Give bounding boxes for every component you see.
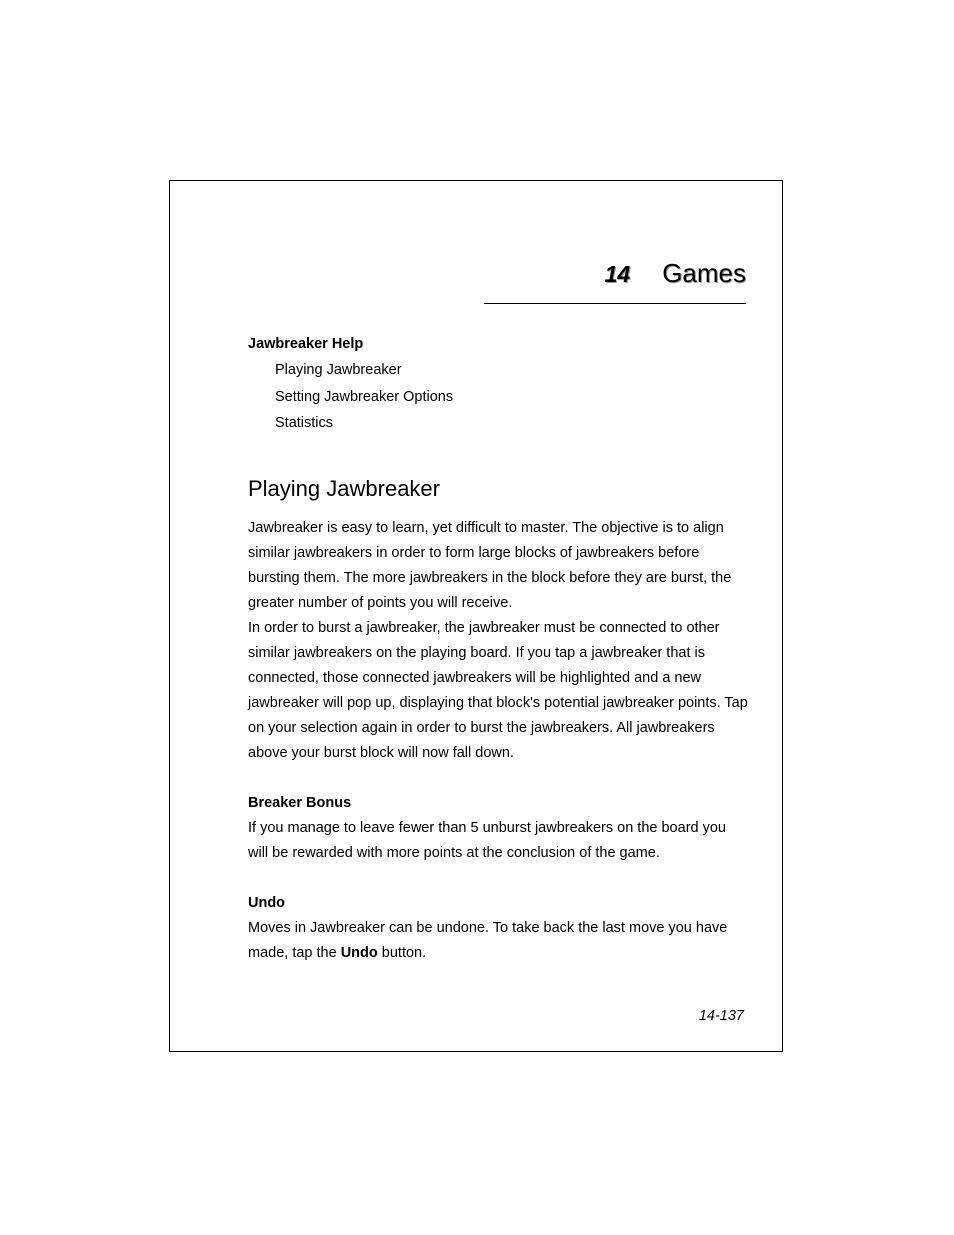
chapter-number: 14 (604, 261, 631, 287)
undo-text-after: button. (381, 945, 427, 961)
toc-item-statistics[interactable]: Statistics (275, 415, 334, 431)
undo-button-reference: Undo (340, 945, 378, 961)
breaker-bonus-text: If you manage to leave fewer than 5 unburst jawbreakers on the board you will be rewarded with more points at the conclusion of the game. (248, 820, 726, 861)
page-number: 14-137 (698, 1008, 744, 1024)
chapter-title: Games (662, 258, 746, 288)
section-title: Playing Jawbreaker (248, 476, 440, 501)
chapter-header (484, 258, 746, 304)
breaker-bonus-heading: Breaker Bonus (248, 795, 352, 811)
toc-item-options[interactable]: Setting Jawbreaker Options (275, 388, 454, 405)
paragraph-intro: Jawbreaker is easy to learn, yet difficult to master. The objective is to align similar jawbreakers in order to form large blocks of jawbreakers before bursting them. The more jawbreakers in the block before they are burst, the greater number of points you will receive. (248, 520, 732, 611)
toc-item-playing[interactable]: Playing Jawbreaker (275, 362, 402, 378)
undo-heading: Undo (248, 895, 286, 911)
paragraph-bursting: In order to burst a jawbreaker, the jawbreaker must be connected to other similar jawbreakers on the playing board. If you tap a jawbreaker that is connected, those connected jawbreakers will be highlighted and a new jawbreaker will pop up, displaying that block's potential jawbreaker points. Tap on your selection again in order to burst the jawbreakers. All jawbreakers above your burst block will now fall down. (248, 620, 748, 761)
undo-text (248, 916, 748, 966)
main-content (248, 474, 748, 966)
help-contents (248, 334, 453, 440)
help-contents-heading: Jawbreaker Help (248, 336, 364, 352)
undo-text-before: Moves in Jawbreaker can be undone. To take back the last move you have made, tap the (248, 920, 728, 961)
chapter-divider (484, 303, 746, 304)
